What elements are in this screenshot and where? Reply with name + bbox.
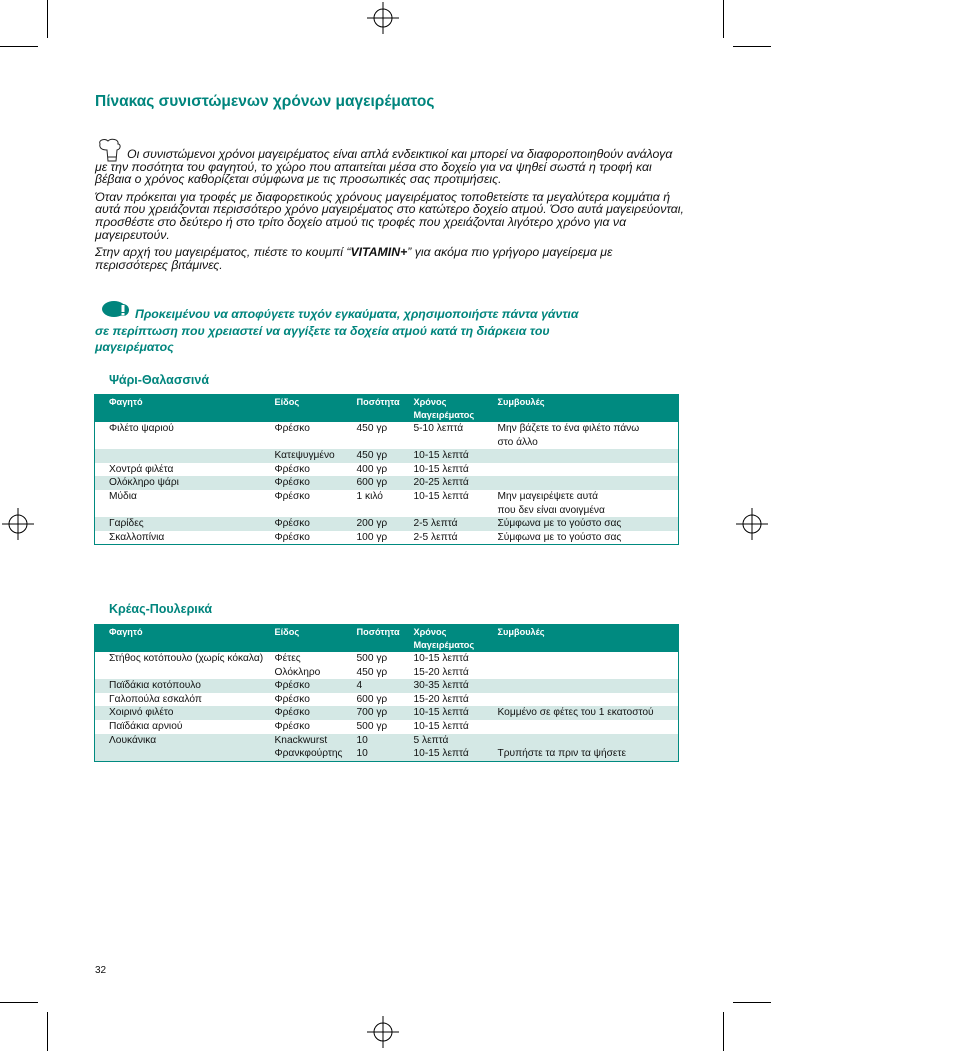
cell-type: Φρέσκο [273,679,355,693]
cell-type: Κατεψυγμένο [273,449,355,463]
cell-food: Γαλοπούλα εσκαλόπ [109,693,202,705]
crop-mark [723,1012,724,1051]
meat-table [94,624,679,762]
column-header-line: Χρόνος [413,627,447,637]
cell-time: 10-15 λεπτά [413,463,469,475]
cell-tips-line: Μην βάζετε το ένα φιλέτο πάνω [497,423,640,434]
registration-mark-icon [367,1016,399,1048]
table-header-row [95,625,679,653]
cell-qty: 1 κιλό [356,490,383,502]
cell-type: Φρέσκο [274,720,310,732]
cell-time: 2-5 λεπτά [412,517,496,531]
cell-time: 2-5 λεπτά [413,531,458,543]
table-row [95,517,679,531]
table-row [95,422,679,449]
cell-qty: 4 [355,679,412,693]
table-row [95,449,679,463]
column-header: Ποσότητα [355,395,412,423]
column-header: Φαγητό [95,395,273,423]
section-title-meat: Κρέας-Πουλερικά [109,602,213,616]
cell-tips: Σύμφωνα με το γούστο σας [496,517,679,531]
vitamin-button-label: VITAMIN+ [350,245,408,260]
cell-time: 15-20 λεπτά [413,693,469,705]
table-row [95,720,679,734]
cell-food: Χοιρινό φιλέτο [95,706,273,720]
cell-type: Φρέσκο [273,706,355,720]
cell-time: 10-15 λεπτά [412,706,496,720]
cell-tips-line: που δεν είναι ανοιγμένα [497,504,605,516]
column-header: Φαγητό [95,625,273,653]
table-header-row [95,395,679,423]
cell-tips [496,720,679,734]
cell-tips [496,693,679,707]
column-header-line: Μαγειρέματος [413,640,475,650]
intro-text-span: Στην αρχή του μαγειρέματος, πιέστε το κουμπί “ [95,245,351,260]
cell-qty: 100 γρ [356,531,388,543]
cell-qty: 700 γρ [355,706,412,720]
cell-qty: 600 γρ [356,693,388,705]
table-row [95,693,679,707]
cell-time: 20-25 λεπτά [412,476,496,490]
table-row [95,747,679,761]
table-row [95,463,679,477]
cell-tips [496,422,679,449]
intro-paragraph [95,246,685,271]
cell-food: Παϊδάκια αρνιού [109,720,183,732]
cell-tips: Κομμένο σε φέτες του 1 εκατοστού [496,706,679,720]
cell-type: Φρανκφούρτης [273,747,355,761]
registration-mark-icon [736,508,768,540]
intro-paragraph: Όταν πρόκειται για τροφές με διαφορετικούς χρόνους μαγειρέματος τοποθετείστε τα μεγαλύτερα κομμάτια ή αυτά που χρειάζονται περισσότερο χρόνο μαγειρέματος στο κατώτερο δοχείο ατμού. Όσο αυτά μαγειρεύονται, προσθέστε στο δεύτερο ή στο τρίτο δοχείο ατμού τις τροφές που χρειάζονται λιγότερο χρόνο για να μαγειρευτούν. [95,189,684,242]
warning-text [95,306,685,356]
page-number: 32 [95,965,107,976]
table-row [95,666,679,680]
cell-tips-line: στο άλλο [497,436,538,448]
cell-tips [496,449,679,463]
column-header: Ποσότητα [355,625,412,653]
column-header: Είδος [273,625,355,653]
cell-type: Φρέσκο [274,463,310,475]
cell-tips: Σύμφωνα με το γούστο σας [497,531,622,543]
cell-type: Knackwurst [273,734,355,748]
cell-type: Φρέσκο [273,517,355,531]
cell-qty: 10 [355,747,412,761]
crop-mark [47,1012,48,1051]
cell-food: Λουκάνικα [95,734,273,748]
cell-food: Ολόκληρο ψάρι [95,476,273,490]
column-header [412,395,496,423]
column-header-line: Μαγειρέματος [413,410,475,420]
cell-tips [496,734,679,748]
cell-tips [496,476,679,490]
fish-table [94,394,679,545]
warning-line: σε περίπτωση που χρειαστεί να αγγίξετε τα δοχεία ατμού κατά τη διάρκεια του [95,323,550,338]
cell-tips: Τρυπήστε τα πριν τα ψήσετε [496,747,679,761]
cell-food [95,666,273,680]
registration-mark-icon [2,508,34,540]
cell-tips [496,666,679,680]
cell-qty: 450 γρ [355,449,412,463]
cell-tips [496,463,679,477]
cell-time: 10-15 λεπτά [412,747,496,761]
table-row [95,652,679,666]
cell-time: 10-15 λεπτά [413,490,469,502]
cell-time: 10-15 λεπτά [413,720,469,732]
cell-food: Σκαλλοπίνια [109,531,165,543]
cell-type: Φρέσκο [274,423,310,434]
warning-line: Προκειμένου να αποφύγετε τυχόν εγκαύματα, χρησιμοποιήστε πάντα γάντια [135,307,579,321]
cell-food [95,747,273,761]
cell-food: Μύδια [109,490,137,502]
cell-qty: 500 γρ [356,720,388,732]
cell-qty: 200 γρ [355,517,412,531]
cell-type: Φρέσκο [273,476,355,490]
cell-qty: 600 γρ [355,476,412,490]
cell-qty: 10 [355,734,412,748]
table-row [95,734,679,748]
table-row [95,531,679,545]
table-row [95,476,679,490]
cell-food: Χοντρά φιλέτα [109,463,174,475]
cell-time: 15-20 λεπτά [413,666,469,678]
crop-mark [733,46,771,47]
column-header: Είδος [273,395,355,423]
cell-time: 5-10 λεπτά [413,423,464,434]
intro-text-span: ” για ακόμα πιο γρήγορο μαγείρεμα με περισσότερες βιτάμινες. [95,245,613,272]
cell-food: Στήθος κοτόπουλο (χωρίς κόκαλα) [109,653,264,664]
table-row [95,706,679,720]
cell-qty: 450 γρ [356,423,388,434]
cell-qty: 400 γρ [356,463,388,475]
cell-food: Γαρίδες [95,517,273,531]
crop-mark [0,46,38,47]
cell-type: Φρέσκο [274,531,310,543]
intro-text [95,148,685,276]
intro-paragraph: Οι συνιστώμενοι χρόνοι μαγειρέματος είναι απλά ενδεικτικοί και μπορεί να διαφοροποιηθούν ανάλογα με την ποσότητα του φαγητού, το χώρο που απαιτείται μέσα στο δοχείο για να ψηθεί σωστά η τροφή και βέβαια ο χρόνος καθορίζεται σύμφωνα με τις προσωπικές σας προτιμήσεις. [95,147,673,187]
cell-qty: 450 γρ [356,666,388,678]
section-title-fish: Ψάρι-Θαλασσινά [109,373,210,387]
cell-type: Φέτες [274,653,301,664]
cell-time: 5 λεπτά [412,734,496,748]
cell-type: Ολόκληρο [274,666,321,678]
cell-food: Φιλέτο ψαριού [109,423,174,434]
cell-food: Παϊδάκια κοτόπουλο [95,679,273,693]
page-title: Πίνακας συνιστώμενων χρόνων μαγειρέματος [95,93,435,110]
column-header-line: Χρόνος [413,397,447,407]
table-row [95,490,679,517]
cell-type: Φρέσκο [274,490,310,502]
cell-tips [496,652,679,666]
cell-time: 10-15 λεπτά [413,653,469,664]
column-header: Συμβουλές [496,395,679,423]
cell-type: Φρέσκο [274,693,310,705]
column-header: Συμβουλές [496,625,679,653]
cell-tips [496,679,679,693]
cell-time: 10-15 λεπτά [412,449,496,463]
table-row [95,679,679,693]
crop-mark [0,1002,38,1003]
warning-line: μαγειρέματος [95,340,174,354]
cell-qty: 500 γρ [356,653,388,664]
registration-mark-icon [367,2,399,34]
column-header [412,625,496,653]
cell-time: 30-35 λεπτά [412,679,496,693]
cell-food [95,449,273,463]
crop-mark [723,0,724,38]
cell-tips-line: Μην μαγειρέψετε αυτά [497,490,599,502]
cell-tips [496,490,679,517]
crop-mark [733,1002,771,1003]
crop-mark [47,0,48,38]
